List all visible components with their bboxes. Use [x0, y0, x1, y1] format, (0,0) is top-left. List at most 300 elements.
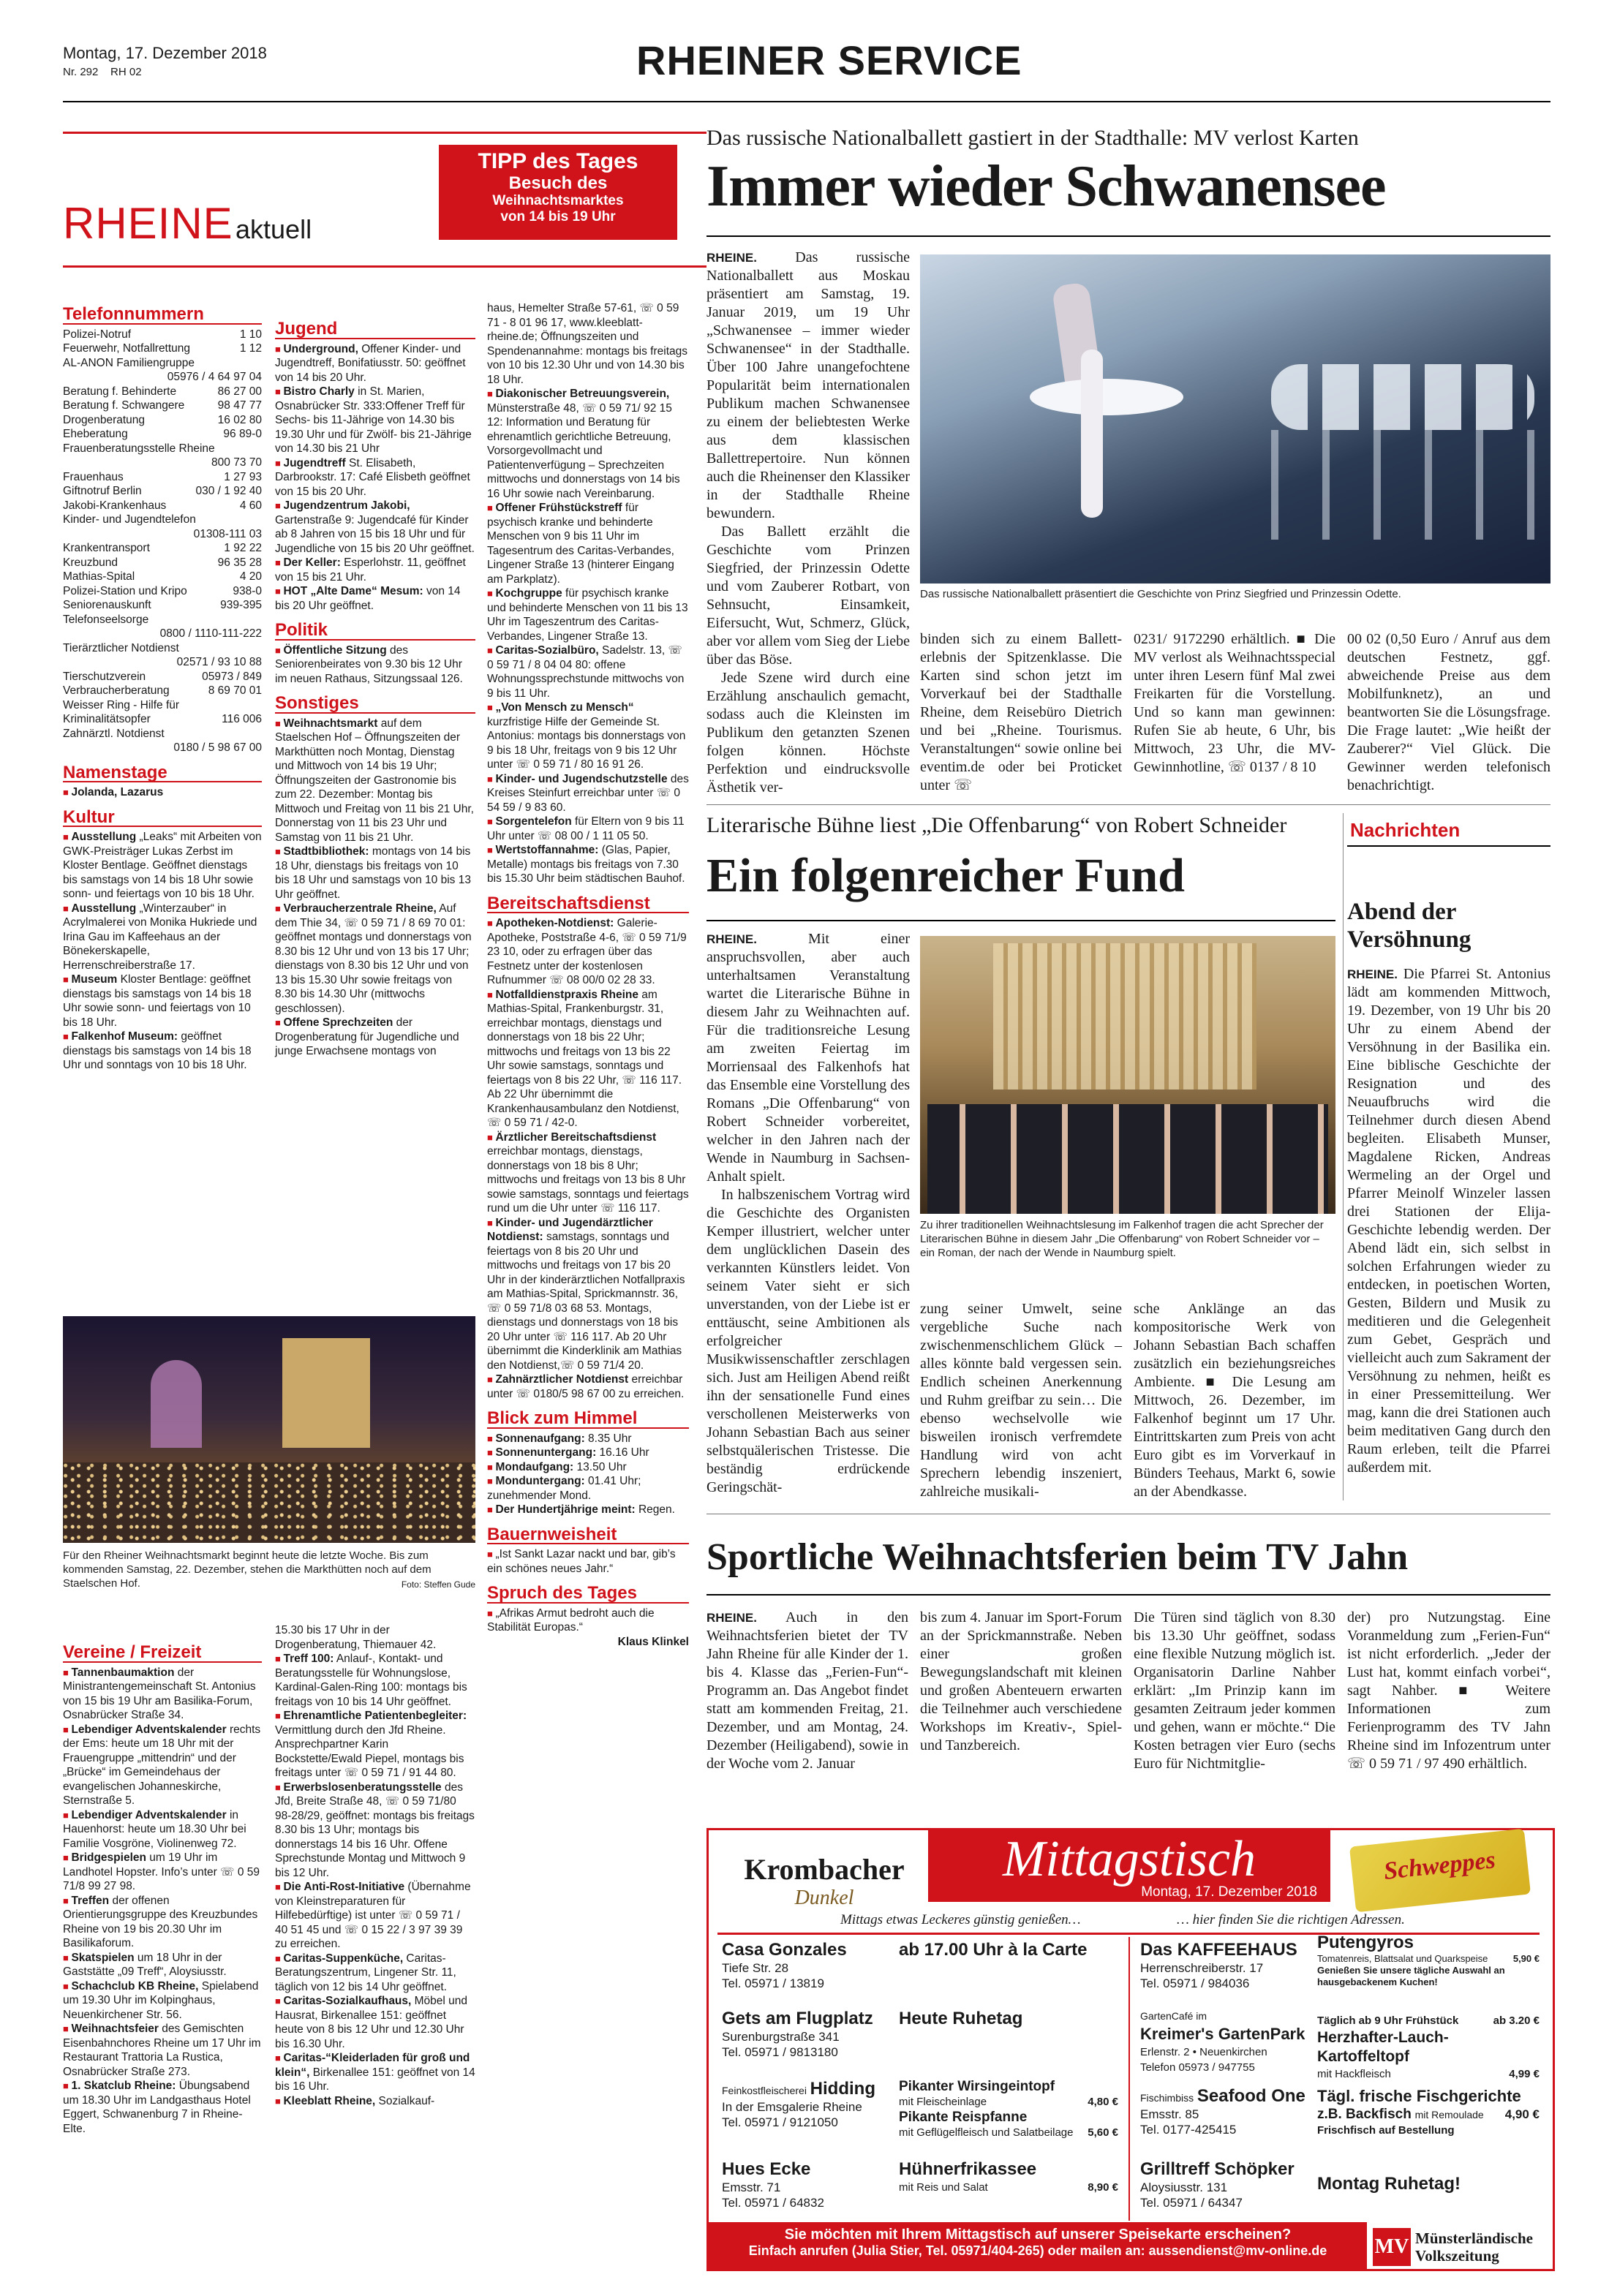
list-item-text: kurzfristige Hilfe der Gemeinde St. Antonius: montags bis donnerstags von 9 bis 18 Uhr, freitags von 9 bis 12 Uhr unter ☏ 0 59 71 / 80 16 91 26.: [487, 715, 686, 771]
list-item: [487, 643, 689, 700]
col2b-list: [275, 1652, 475, 2108]
list-item-label: Erwerbslosenberatungsstelle: [283, 1780, 442, 1794]
telefon-label: Frauenhaus: [63, 470, 124, 483]
list-item: [63, 1979, 262, 2023]
list-item-text: für psychisch kranke und behinderte Menschen von 11 bis 13 Uhr im Tageszentrum des Caritas-Verbandes, Lingener Straße 13.: [487, 587, 688, 643]
list-item: [63, 2022, 262, 2079]
rheine-title: RHEINE: [63, 199, 233, 248]
telefon-label: Polizei-Notruf: [63, 328, 132, 341]
nachrichten-label: Nachrichten: [1350, 819, 1461, 841]
telefon-list: [63, 328, 262, 755]
telefon-label: Telefonseelsorge: [63, 613, 149, 626]
mittag-banner: [928, 1830, 1330, 1902]
telefon-row: [63, 584, 262, 599]
krombacher-name: Krombacher: [744, 1853, 905, 1886]
list-item-label: Caritas-Suppenküche,: [283, 1952, 404, 1965]
mittag-slogan-right: … hier finden Sie die richtigen Adressen.: [1177, 1912, 1405, 1927]
hues-tel: Tel. 05971 / 64832: [722, 2196, 824, 2210]
telefon-number: 02571 / 93 10 88: [176, 656, 262, 668]
telefon-label: Beratung f. Schwangere: [63, 399, 185, 412]
telefon-row: [63, 741, 262, 755]
tipp-title: TIPP des Tages: [478, 149, 638, 173]
tipp-line1: Besuch des: [508, 173, 608, 193]
telefon-number: 1 10: [239, 328, 262, 341]
hidding-addr: In der Emsgalerie Rheine: [722, 2100, 862, 2114]
list-item: [275, 499, 475, 556]
list-item-text: der Drogenberatung für Jugendliche und junge Erwachsene montags von: [275, 1016, 459, 1057]
telefon-row: [63, 413, 262, 428]
casa-gonzales: [722, 1940, 897, 1991]
telefon-row: [63, 527, 262, 542]
article1-loc: RHEINE.: [706, 251, 757, 265]
market-building: [282, 1338, 370, 1448]
article3-rule: [706, 1594, 1550, 1596]
list-item: [275, 1652, 475, 1709]
telefon-heading: Telefonnummern: [63, 307, 262, 325]
list-item-label: Diakonischer Betreuungsverein,: [495, 388, 670, 400]
article2-loc: RHEINE.: [706, 932, 757, 946]
list-item-text: um 18 Uhr in der Gaststätte „09 Treff“, Aloysiusstr.: [63, 1951, 227, 1978]
article2-col2: zung seiner Umwelt, seine vergebliche Suche nach zwischenmenschlichem Glück – alles könnte bald vergessen sein. Endlich scheinen Anerkennung und Ruhm greifbar zu sein… Die ebenso wechselvolle wie bisweilen ironisch verfremdete Handlung wird von acht Sprechern lebendig inszeniert, zahlreiche musikali-: [920, 1301, 1122, 1500]
sea-p: 4,90 €: [1504, 2107, 1540, 2121]
list-item-label: „Von Mensch zu Mensch“: [495, 701, 634, 714]
list-item-text: für psychisch kranke und behinderte Menschen von 9 bis 11 Uhr im Tagesentrum des Caritas-Verbandes, Lingener Straße 13 (hinterer Eingang am Parkplatz).: [487, 502, 674, 586]
telefon-row: [63, 570, 262, 584]
list-item-text: um 19 Uhr im Landhotel Hopster. Info’s unter ☏ 0 59 71/8 99 27 98.: [63, 1851, 260, 1892]
telefon-number: 800 73 70: [211, 456, 262, 469]
nachrichten-loc: RHEINE.: [1347, 967, 1398, 981]
list-item: [275, 1780, 475, 1881]
schweppes-name: Schweppes: [1382, 1846, 1497, 1885]
list-item-label: Kleeblatt Rheine,: [283, 2094, 376, 2107]
list-item-text: Offener Kinder- und Jugendtreff, Bonifatiusstr. 50: geöffnet von 14 bis 20 Uhr.: [275, 342, 466, 384]
organ-pipes: [993, 943, 1256, 1090]
telefon-label: Mathias-Spital: [63, 570, 135, 583]
list-item-text: von 14 bis 20 Uhr geöffnet.: [275, 585, 461, 612]
list-item: [487, 988, 689, 1130]
col3-list: [487, 387, 689, 886]
article1-p2: Das Ballett erzählt die Geschichte vom Prinzen Siegfried, der Prinzessin Odette und vom Zauberer Rotbart, von Sehnsucht, Einsamkeit, Eifersucht, Wut, Schmerz, Glück, aber vor allem vom Sieg der Liebe über das Böse.: [706, 524, 910, 668]
krombacher-logo: [722, 1852, 927, 1910]
list-item-text: 16.16 Uhr: [596, 1446, 649, 1459]
sea-addr: Emsstr. 85: [1140, 2107, 1199, 2121]
list-item-text: samstags, sonntags und feiertags von 8 bis 20 Uhr und mittwochs und freitags von 17 bis 20 Uhr in der kinderärztlichen Notfallpraxis am Mathias-Spital, Sprickmannstr. 36, ☏ 0 59 71/8 03 68 53. Montags, dienstags und donnerstags von 18 bis 20 Uhr unter ☏ 116 117. Ab 20 Uhr übernimmt die Kinderklinik am Mathias den Notdienst,☏ 0 59 71/4 20.: [487, 1231, 685, 1372]
hidding-o1: Pikanter Wirsingeintopf: [899, 2079, 1055, 2094]
list-item: [487, 843, 689, 886]
list-item-label: Verbraucherzentrale Rheine,: [283, 902, 437, 915]
telefon-row: [63, 727, 262, 741]
list-item: [487, 1460, 689, 1475]
blick-list: [487, 1432, 689, 1517]
article2-kicker: Literarische Bühne liest „Die Offenbarung“ von Robert Schneider: [706, 813, 1287, 837]
hues-addr: Emsstr. 71: [722, 2180, 781, 2194]
article2-p1: Mit einer anspruchsvollen, aber auch unterhaltsamen Veranstaltung wartet die Literarische Bühne in diesem Jahr zu Weihnachten auf. Für die traditionsreiche Lesung am zweiten Feiertag im Morriensaal des Falkenhofs hat das Ensemble eine Vorstellung des Romans „Die Offenbarung“ von Robert Schneider vorbereitet, welcher in den Jahren nach der Wende in Naumburg in Sachsen-Anhalt spielt.: [706, 931, 910, 1185]
list-item: [275, 1709, 475, 1780]
list-item: [63, 830, 262, 902]
list-item-text: Caritas-Beratungszentrum, Lingener Str. 11, täglich von 12 bis 14 Uhr geöffnet.: [275, 1952, 456, 1993]
list-item-text: Sadelstr. 13, ☏ 0 59 71 / 8 04 04 80: offene Wohnungssprechstunde mittwochs von 9 bis 11 Uhr.: [487, 644, 685, 700]
telefon-number: 1 12: [239, 342, 262, 355]
telefon-number: 938-0: [233, 584, 262, 597]
col3: [487, 301, 689, 1649]
sea-name: Seafood One: [1197, 2086, 1305, 2106]
list-item-label: Weihnachtsmarkt: [283, 717, 378, 730]
casa-addr: Tiefe Str. 28: [722, 1961, 789, 1975]
gets-name: Gets am Flugplatz: [722, 2009, 873, 2028]
politik-list: [275, 643, 475, 687]
list-item: [63, 1894, 262, 1951]
nachrichten-label-box: [1347, 813, 1550, 847]
list-item: [275, 1016, 475, 1059]
sea-o: Tägl. frische Fischgerichte: [1317, 2087, 1521, 2105]
list-item: [487, 916, 689, 988]
carousel-shape: [151, 1360, 202, 1448]
telefon-label: Tierärztlicher Notdienst: [63, 641, 179, 654]
issue-date: Montag, 17. Dezember 2018: [63, 44, 267, 62]
sea-pre: Fischimbiss: [1140, 2092, 1194, 2104]
telefon-number: 4 20: [239, 570, 262, 583]
list-item-label: Schachclub KB Rheine,: [71, 1979, 199, 1993]
list-item-label: Falkenhof Museum:: [71, 1030, 178, 1043]
bereitschaft-list: [487, 916, 689, 1401]
seafood-one: [1140, 2086, 1316, 2137]
telefon-row: [63, 670, 262, 684]
list-item-text: des Seniorenbeirates von 9.30 bis 12 Uhr im neuen Rathaus, Sitzungssaal 126.: [275, 643, 463, 685]
gets-tel: Tel. 05971 / 9813180: [722, 2045, 838, 2059]
section-title: RHEINER SERVICE: [636, 37, 1022, 83]
telefon-row: [63, 456, 262, 470]
telefon-number: 05973 / 849: [202, 670, 262, 683]
krombacher-dunkel: Dunkel: [794, 1887, 854, 1909]
sea-o2: z.B. Backfisch: [1317, 2107, 1412, 2122]
list-item-label: Stadtbibliothek:: [283, 845, 369, 858]
list-item: [275, 2094, 475, 2109]
market-photo: [63, 1316, 475, 1543]
telefon-label: Tierschutzverein: [63, 670, 146, 683]
list-item-text: (Übernahme von Kleinstreparaturen für Hilfebedürftige) ist unter ☏ 0 59 71 / 40 51 45 und ☏ 0 15 22 / 3 97 39 39 zu erreichen.: [275, 1881, 471, 1950]
casa-tel: Tel. 05971 / 13819: [722, 1976, 824, 1990]
list-item-label: Jugendzentrum Jakobi,: [283, 499, 410, 512]
telefon-row: [63, 341, 262, 356]
list-item-text: „Leaks“ mit Arbeiten von GWK-Preisträger Lukas Zerbst im Kloster Bentlage. Geöffnet dienstags bis samstags von 14 bis 18 Uhr sowie sonn- und feiertags von 10 bis 18 Uhr.: [63, 831, 262, 900]
list-item-label: 1. Skatclub Rheine:: [71, 2080, 176, 2092]
list-item-label: Der Hundertjährige meint:: [495, 1503, 636, 1516]
list-item-text: Vermittlung durch den Jfd Rheine. Ansprechpartner Karin Bockstette/Ewald Piepel, montags bis freitags unter ☏ 0 59 71 / 91 44 80.: [275, 1723, 464, 1779]
list-item-label: Bistro Charly: [283, 385, 355, 398]
list-item-label: Underground,: [283, 342, 358, 355]
article1-col1: [706, 249, 910, 797]
telefon-number: 86 27 00: [217, 385, 262, 398]
article1-col2: binden sich zu einem Ballett-erlebnis der Spitzenklasse. Die Karten sind schon jetzt im Vorverkauf bei der Stadthalle Rheine, dem Reisebüro Dietrich und bei „Rheine. Tourismus. Veranstaltungen“ sowie online bei eventim.de oder bei Proticket unter ☏: [920, 631, 1122, 793]
telefon-row: [63, 385, 262, 399]
col3-pre: haus, Hemelter Straße 57-61, ☏ 0 59 71 - 8 01 96 17, www.kleeblatt-rheine.de; Öffnungszeiten und Spendenannahme: montags bis freitags von 10 bis 12.30 Uhr und von 14.30 bis 18 Uhr.: [487, 302, 688, 386]
list-item-label: Kinder- und Jugendärztlicher Notdienst:: [487, 1216, 653, 1243]
ballet-caption: Das russische Nationalballett präsentiert die Geschichte von Prinz Siegfried und Prinzessin Odette.: [920, 588, 1401, 600]
tipp-des-tages: [439, 145, 677, 240]
telefon-label: Kreuzbund: [63, 556, 118, 569]
reading-caption: Zu ihrer traditionellen Weihnachtslesung im Falkenhof tragen die acht Sprecher der Literarischen Bühne in diesem Jahr „Die Offenbarung“ von Robert Schneider vor – ein Roman, der nach der Wende in Naumburg spielt.: [920, 1219, 1324, 1259]
list-item: [275, 556, 475, 584]
list-item-label: Ausstellung: [71, 831, 137, 843]
list-item-text: der offenen Orientierungsgruppe des Kreuzbundes Rheine von 19 bis 20.30 Uhr im Basilikaforum.: [63, 1894, 258, 1949]
list-item: [275, 584, 475, 613]
hues-os: mit Reis und Salat: [899, 2181, 988, 2194]
list-item: [275, 2051, 475, 2094]
telefon-label: Eheberatung: [63, 428, 128, 440]
list-item: [487, 1432, 689, 1446]
list-item-label: Sorgentelefon: [495, 815, 572, 828]
list-item-text: für Eltern von 9 bis 11 Uhr unter ☏ 08 00 / 1 11 05 50.: [487, 815, 685, 842]
grill-addr: Aloysiusstr. 131: [1140, 2180, 1228, 2194]
bauern-heading: Bauernweisheit: [487, 1527, 689, 1545]
list-item-text: Spielabend um 19.30 Uhr im Kolpinghaus, Neuenkirchener Str. 56.: [63, 1979, 259, 2021]
list-item-text: Galerie-Apotheke, Poststraße 4-6, ☏ 0 59 71/9 23 10, oder zu erfragen über das Festnetz unter der kostenlosen Rufnummer ☏ 08 00/0 02 28 33.: [487, 917, 687, 986]
list-item-label: Caritas-Sozialbüro,: [495, 644, 599, 657]
telefon-row: [63, 442, 262, 456]
list-item-text: des Jfd, Breite Straße 48, ☏ 0 59 71/80 98-28/29, geöffnet: montags bis freitags 8.30 bis 13 Uhr; montags bis donnerstags 14 bis 16 Uhr. Offene Sprechstunde Montag und Mittwoch 9 bis 12 Uhr.: [275, 1780, 475, 1879]
telefon-row: [63, 484, 262, 499]
list-item: [63, 1030, 262, 1073]
list-item-text: des Kreises Steinfurt erreichbar unter ☏ 0 54 59 / 9 83 60.: [487, 772, 689, 814]
telefon-number: 01308-111 03: [193, 527, 262, 540]
telefon-label: Jakobi-Krankenhaus: [63, 499, 167, 512]
mittag-slogan-left: Mittags etwas Leckeres günstig genießen…: [840, 1912, 1081, 1927]
list-item-text: 01.41 Uhr; zunehmender Mond.: [487, 1475, 641, 1502]
list-item-label: Monduntergang:: [495, 1475, 585, 1487]
sonstiges-list: [275, 717, 475, 1059]
col2-pre: 15.30 bis 17 Uhr in der Drogenberatung, Thiemauer 42.: [275, 1624, 437, 1651]
market-credit: Foto: Steffen Gude: [401, 1579, 475, 1590]
kreimers-gartenpark: [1140, 2009, 1316, 2075]
hidding-pre: Feinkostfleischerei: [722, 2085, 807, 2096]
telefon-label: Krankentransport: [63, 542, 150, 554]
hues-p: 8,90 €: [1088, 2181, 1118, 2194]
telefon-label: Kinder- und Jugendtelefon: [63, 513, 196, 526]
list-item-label: Caritas-Sozialkaufhaus,: [283, 1995, 412, 2007]
list-item-label: Der Keller:: [283, 556, 341, 569]
mv-name: Münsterländische Volkszeitung: [1415, 2229, 1534, 2265]
list-item-text: in Hauenhorst: heute um 18.30 Uhr bei Familie Vosgröne, Violinenweg 72.: [63, 1808, 246, 1850]
list-item: [275, 902, 475, 1016]
dancer-ballerina: [1081, 350, 1103, 518]
telefon-row: [63, 328, 262, 342]
telefon-number: 16 02 80: [217, 413, 262, 426]
telefon-number: 939-395: [220, 599, 262, 611]
list-item: [487, 700, 689, 772]
list-item: [487, 1372, 689, 1401]
kaffeehaus: [1140, 1940, 1316, 1991]
krei-addr: Erlenstr. 2 • Neuenkirchen: [1140, 2046, 1267, 2058]
list-item: [487, 1216, 689, 1373]
list-item: [275, 643, 475, 687]
list-item-label: Treff 100:: [283, 1653, 334, 1665]
telefon-number: 0180 / 5 98 67 00: [173, 741, 262, 754]
list-item: [63, 973, 262, 1030]
article2-col1: [706, 930, 910, 1497]
krei-name: Kreimer's GartenPark: [1140, 2025, 1305, 2043]
nachrichten-headline: Abend der Versöhnung: [1347, 899, 1472, 953]
telefon-label: AL-ANON Familiengruppe: [63, 356, 195, 369]
hidding-o2p: 5,60 €: [1088, 2126, 1118, 2139]
list-item-label: Ausstellung: [71, 902, 137, 915]
krei-tel: Telefon 05973 / 947755: [1140, 2061, 1255, 2074]
list-item: [487, 772, 689, 815]
jugend-list: [275, 342, 475, 613]
telefon-number: 96 89-0: [223, 428, 262, 440]
hidding-o1p: 4,80 €: [1088, 2096, 1118, 2108]
krei-o: Herzhafter-Lauch-Kartoffeltopf: [1317, 2029, 1449, 2065]
telefon-row: [63, 399, 262, 413]
list-item: [63, 1851, 262, 1894]
aktuell-title: aktuell: [235, 214, 312, 244]
telefon-number: 05976 / 4 64 97 04: [167, 371, 262, 383]
list-item-label: Sonnenaufgang:: [495, 1432, 585, 1445]
article3-loc: RHEINE.: [706, 1611, 757, 1625]
telefon-number: 8 69 70 01: [208, 684, 262, 697]
mittag-foot2: Einfach anrufen (Julia Stier, Tel. 05971/404-265) oder mailen an: aussendienst@mv-online.de: [748, 2243, 1327, 2258]
blick-heading: Blick zum Himmel: [487, 1411, 689, 1429]
article1-rule: [706, 235, 1550, 237]
list-item-label: Lebendiger Adventskalender: [71, 1808, 227, 1821]
market-caption: Für den Rheiner Weihnachtsmarkt beginnt heute die letzte Woche. Bis zum kommenden Samstag, 22. Dezember, stehen die Markthütten noch auf dem Staelschen Hof.: [63, 1549, 432, 1590]
politik-heading: Politik: [275, 623, 475, 641]
article1-headline: Immer wieder Schwanensee: [706, 154, 1386, 219]
list-item: [275, 717, 475, 845]
ballet-photo: [920, 254, 1550, 584]
kaff-offer: Putengyros: [1317, 1933, 1414, 1952]
list-item-text: erreichbar unter ☏ 0180/5 98 67 00 zu erreichen.: [487, 1373, 685, 1400]
list-item: [275, 385, 475, 456]
krei-os: mit Hackfleisch: [1317, 2068, 1391, 2080]
sea-o2s: mit Remoulade: [1414, 2109, 1484, 2121]
list-item-label: Zahnärztlicher Notdienst: [495, 1373, 629, 1386]
mittag-vdivider: [1128, 1937, 1130, 2221]
list-item-label: Kinder- und Jugendschutzstelle: [495, 772, 668, 785]
kaff-name: Das KAFFEEHAUS: [1140, 1940, 1297, 1960]
list-item: [63, 2079, 262, 2136]
gets-addr: Surenburgstraße 341: [722, 2030, 840, 2044]
list-item-label: Kochgruppe: [495, 587, 562, 600]
bauern-text: ■ „Ist Sankt Lazar nackt und bar, gib’s ein schönes neues Jahr.“: [487, 1547, 689, 1576]
jugend-heading: Jugend: [275, 322, 475, 339]
list-item-text: Regen.: [635, 1503, 675, 1516]
krei-p: 4,99 €: [1509, 2068, 1540, 2080]
list-item: [63, 1951, 262, 1979]
list-item: [275, 1880, 475, 1952]
list-item-text: Übungsabend um 18.30 Uhr im Landgasthaus Hotel Eggert, Schwanenburg 7 in Rheine-Elte.: [63, 2080, 251, 2135]
dancer-tutu: [1030, 379, 1183, 415]
mittagstisch-ad: [706, 1828, 1555, 2271]
nachrichten-divider: [1343, 813, 1344, 1500]
list-item-text: Birkenallee 151: geöffnet von 14 bis 16 Uhr.: [275, 2066, 475, 2093]
list-item: [275, 1994, 475, 2051]
krei-offers: [1317, 2013, 1540, 2082]
schweppes-logo: [1349, 1829, 1531, 1913]
list-item-text: Sozialkauf-: [375, 2094, 435, 2107]
telefon-label: Frauenberatungsstelle Rheine: [63, 442, 215, 455]
reading-photo: [920, 936, 1335, 1214]
list-item-text: Möbel und Hausrat, Birkenallee 151: geöffnet heute von 8 bis 12 Uhr und 12.30 Uhr bis 16.30 Uhr.: [275, 1995, 468, 2050]
list-item-label: Wertstoffannahme:: [495, 844, 599, 856]
list-item-label: Museum: [71, 973, 118, 986]
list-item-label: Caritas-“Kleiderladen für groß und klein“,: [275, 2052, 470, 2079]
hidding-name: Hidding: [810, 2079, 875, 2099]
telefon-number: 98 47 77: [217, 399, 262, 412]
article1-col3: 0231/ 9172290 erhältlich. ■ Die MV verlost als Weihnachtsspecial unter ihren Lesern fünf Mal zwei Freikarten für die Vorstellung. Und so kann man gewinnen: Rufen Sie ab heute, 6 Uhr, bis Mittwoch, 23 Uhr, die MV-Gewinnhotline, ☏ 0137 / 8 10: [1134, 631, 1335, 775]
telefon-row: [63, 499, 262, 513]
hidding-o2s: mit Geflügelfleisch und Salatbeilage: [899, 2126, 1074, 2139]
list-item-label: Ehrenamtliche Patientenbegleiter:: [283, 1710, 467, 1722]
article1-p1: Das russische Nationalballett aus Moskau präsentiert am Samstag, 19. Januar 2019, um 19 Uhr „Schwanensee – immer wieder Schwanensee“ in der Stadthalle. Über 100 Jahre unangefochtene Popularität beim internationalen Publikum machen Schwanensee zu einem der beliebtesten Werke aus dem klassischen Ballettrepertoire. Nun können auch die Rheinenser den Klassiker in der Stadthalle Rheine bewundern.: [706, 249, 910, 521]
list-item-text: St. Elisabeth, Darbrookstr. 17: Café Elisbeth geöffnet von 15 bis 20 Uhr.: [275, 456, 470, 498]
col1-top: [63, 304, 262, 1073]
article1-kicker: Das russische Nationalballett gastiert in der Stadthalle: MV verlost Karten: [706, 126, 1359, 150]
list-item-text: 8.35 Uhr: [584, 1432, 632, 1445]
list-item-text: rechts der Ems: heute um 18 Uhr mit der Frauengruppe „mittendrin“ und der „Brücke“ im Gemeindehaus der evangelischen Johanneskirche, Sternstraße 5.: [63, 1723, 261, 1807]
hues-o: Hühnerfrikassee: [899, 2159, 1037, 2179]
list-item-text: montags von 14 bis 18 Uhr, dienstags bis freitags von 10 bis 18 Uhr und samstags von 10 bis 13 Uhr geöffnet.: [275, 845, 471, 901]
list-item: [487, 501, 689, 586]
sea-o3: Frischfisch auf Bestellung: [1317, 2124, 1455, 2137]
list-item-text: in St. Marien, Osnabrücker Str. 333:Offener Treff für Sechs- bis 11-Jährige von 14.30 bis 19.30 Uhr und für Zwölf- bis 21-Jährige von 14.30 bis 21 Uhr: [275, 385, 472, 455]
market-crowd: [63, 1462, 475, 1543]
telefon-row: [63, 627, 262, 641]
hues-name: Hues Ecke: [722, 2159, 811, 2179]
telefon-number: 1 92 22: [224, 542, 262, 554]
list-item-text: am Mathias-Spital, Frankenburgstr. 31, erreichbar montags, dienstags und donnerstags von 18 bis 22 Uhr; mittwochs und freitags von 13 bis 22 Uhr sowie samstags, sonntags und feiertags von 8 bis 22 Uhr, ☏ 116 117. Ab 22 Uhr übernimmt die Krankenhausambulanz den Notdienst, ☏ 0 59 71 / 42-0.: [487, 988, 682, 1129]
list-item: [63, 1723, 262, 1808]
telefon-number: 0800 / 1110-111-222: [159, 627, 262, 640]
telefon-label: Weisser Ring - Hilfe für: [63, 698, 180, 711]
list-item-text: Auf dem Thie 34, ☏ 0 59 71 / 8 69 70 01: geöffnet montags und donnerstags von 8.30 bis 12 Uhr und von 13 bis 17 Uhr; dienstags von 8.30 bis 12 Uhr und von 13 bis 15.30 Uhr sowie freitags von 8.30 bis 14.30 Uhr (mittwochs geschlossen).: [275, 902, 472, 1015]
list-item: [487, 1503, 689, 1517]
header-rule: [63, 101, 1550, 102]
telefon-number: 116 006: [222, 713, 262, 725]
telefon-label: Verbraucherberatung: [63, 684, 170, 697]
list-item-text: Anlauf-, Kontakt- und Beratungsstelle für Wohnungslose, Kardinal-Galen-Ring 100: montags bis freitags von 10 bis 14 Uhr geöffnet.: [275, 1653, 467, 1708]
list-item-text: geöffnet dienstags bis samstags von 14 bis 18 Uhr und sonntags von 10 bis 18 Uhr.: [63, 1030, 252, 1071]
list-item-text: Münsterstraße 48, ☏ 0 59 71/ 92 15 12: Information und Beratung für ehrenamtlich gerichtliche Betreuung, Vorsorgevollmacht und Patientenverfügung – Sprechzeiten mittwochs und donnerstags von 14 bis 16 Uhr sowie nach Vereinbarung.: [487, 401, 680, 500]
list-item: [487, 1474, 689, 1503]
list-item: [275, 1952, 475, 1995]
article3-col3: Die Türen sind täglich von 8.30 bis 13.30 Uhr geöffnet, sodass eine flexible Nutzung möglich ist. Organisatorin Darline Nahber erklärt: „Im Prinzip kann im gesamten Zeitraum jeder kommen und gehen, wann er möchte.“ Die Kosten betragen vier Euro (sechs Euro für Nichtmitglie-: [1134, 1609, 1335, 1772]
vereine-list: [63, 1666, 262, 2137]
sonstiges-heading: Sonstiges: [275, 696, 475, 714]
mittag-foot1: Sie möchten mit Ihrem Mittagstisch auf unserer Speisekarte erscheinen?: [784, 2227, 1292, 2243]
mv-badge: MV: [1373, 2228, 1411, 2266]
issue-number: Nr. 292 RH 02: [63, 66, 142, 78]
telefon-row: [63, 370, 262, 385]
list-item: [63, 902, 262, 973]
telefon-row: [63, 613, 262, 627]
col2-bottom: [275, 1623, 475, 2108]
list-item: [487, 1446, 689, 1460]
list-item-label: Weihnachtsfeier: [71, 2023, 159, 2035]
grill-name: Grilltreff Schöpker: [1140, 2159, 1295, 2179]
article2-p2: In halbszenischem Vortrag wird die Geschichte des Organisten Kemper illustriert, welcher unter dem unglücklichen Dasein des verkannten Künstlers leidet. Von seinem Vater sieht er sich unverstanden, von der Liebe ist er enttäuscht, seine Ambitionen als erfolgreicher Musikwissenschaftler zerschlagen sich. Just am Heiligen Abend reißt ihn der sensationelle Fund eines verschollenen Meisterwerks von Johann Sebastian Bach aus seiner selbstquälerischen Tristesse. Die beständig erdrückende Geringschät-: [706, 1187, 910, 1495]
article3-headline: Sportliche Weihnachtsferien beim TV Jahn: [706, 1536, 1409, 1578]
list-item-label: Jugendtreff: [283, 456, 346, 469]
spruch-author: Klaus Klinkel: [617, 1635, 689, 1648]
list-item-label: Apotheken-Notdienst:: [495, 917, 614, 929]
telefon-row: [63, 655, 262, 670]
krei-l1p: ab 3.20 €: [1493, 2014, 1540, 2027]
list-item: [487, 815, 689, 843]
telefon-row: [63, 712, 262, 727]
list-item-text: der Ministrantengemeinschaft St. Antonius von 15 bis 19 Uhr am Basilika-Forum, Osnabrücker Straße 34.: [63, 1666, 256, 1721]
casa-offer: ab 17.00 Uhr à la Carte: [899, 1940, 1088, 1960]
list-item-label: Tannenbaumaktion: [71, 1666, 175, 1679]
